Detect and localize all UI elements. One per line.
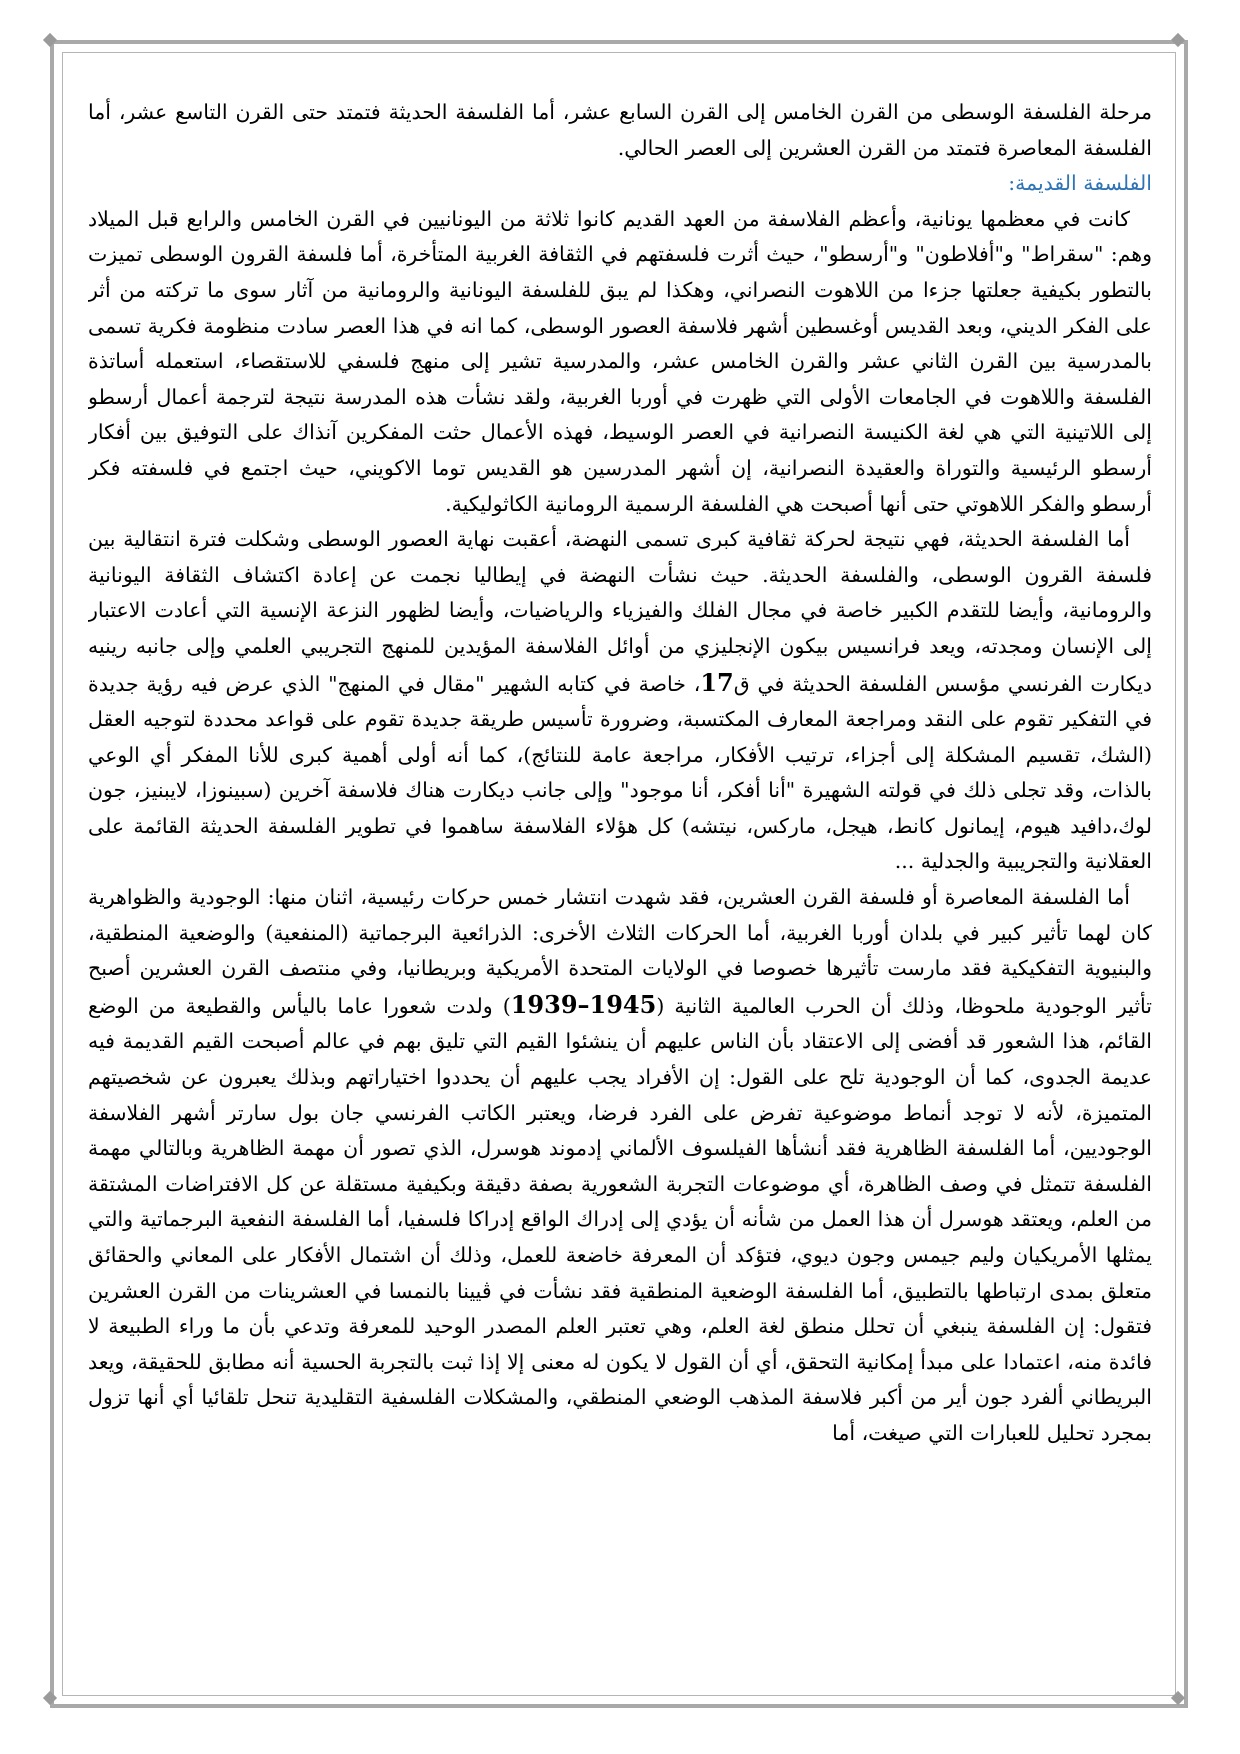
modern-philosophy-paragraph — [88, 522, 1152, 880]
contemporary-philosophy-paragraph — [88, 880, 1152, 1452]
war-years: 1939–1945 — [510, 989, 657, 1019]
modern-philosophy-text-part2: ، خاصة في كتابه الشهير "مقال في المنهج" الذي عرض فيه رؤية جديدة في التفكير تقوم على النقد ومراجعة المعارف المكتسبة، وضرورة تأسيس طريقة جديدة تقوم على قواعد محددة لتوجيه العقل (الشك، تقسيم المشكلة إلى أجزاء، ترتيب الأفكار، مراجعة عامة للنتائج)، كما أنه أولى أهمية كبرى للأنا المفكر أي الوعي بالذات، وقد تجلى ذلك في قولته الشهيرة "أنا أفكر، أنا موجود" وإلى جانب ديكارت هناك فلاسفة آخرين (سبينوزا، لايبنيز، جون لوك،دافيد هيوم، إيمانول كانط، هيجل، ماركس، نيتشه) كل هؤلاء الفلاسفة ساهموا في تطوير الفلسفة الحديثة القائمة على العقلانية والتجريبية والجدلية ... — [88, 671, 1152, 874]
contemporary-philosophy-text-part2: ) ولدت شعورا عاما باليأس والقطيعة من الوضع القائم، هذا الشعور قد أفضى إلى الاعتقاد بأن الناس عليهم أن ينشئوا القيم التي تليق بهم في عالم أصبحت القيم القديمة فيه عديمة الجدوى، كما أن الوجودية تلح على القول: إن الأفراد يجب عليهم أن يحددوا اختياراتهم وبذلك يعبرون عن شخصيتهم المتميزة، لأنه لا توجد أنماط موضوعية تفرض على الفرد فرضا، ويعتبر الكاتب الفرنسي جان بول سارتر أشهر الفلاسفة الوجوديين، أما الفلسفة الظاهرية فقد أنشأها الفيلسوف الألماني إدموند هوسرل، الذي تصور أن مهمة الظاهرية وبالتالي مهمة الفلسفة تتمثل في وصف الظاهرة، أي موضوعات التجربة الشعورية بصفة دقيقة وبكيفية مستقلة عن كل الافتراضات المشتقة من العلم، ويعتقد هوسرل أن هذا العمل من شأنه أن يؤدي إلى إدراك الواقع إدراكا فلسفيا، أما الفلسفة النفعية البرجماتية والتي يمثلها الأمريكيان وليم جيمس وجون ديوي، فتؤكد أن المعرفة خاضعة للعمل، وذلك أن اشتمال الأفكار على المعاني والحقائق متعلق بمدى ارتباطها بالتطبيق، أما الفلسفة الوضعية المنطقية فقد نشأت في ڤيينا بالنمسا في العشرينات من القرن العشرين فتقول: إن الفلسفة ينبغي أن تحلل منطق لغة العلم، وهي تعتبر العلم المصدر الوحيد للمعرفة وتدعي بأن ما وراء الطبيعة لا فائدة منه، اعتمادا على مبدأ إمكانية التحقق، أي أن القول لا يكون له معنى إلا إذا ثبت بالتجربة الحسية أنه مطابق للحقيقة، ويعد البريطاني ألفرد جون أير من أكبر فلاسفة المذهب الوضعي المنطقي، والمشكلات الفلسفية التقليدية تنحل تلقائيا أي أنها تزول بمجرد تحليل للعبارات التي صيغت، أما — [88, 993, 1152, 1445]
ancient-philosophy-paragraph: كانت في معظمها يونانية، وأعظم الفلاسفة من العهد القديم كانوا ثلاثة من اليونانيين في القرن الخامس والرابع قبل الميلاد وهم: "سقراط" و"أفلاطون" و"أرسطو"، حيث أثرت فلسفتهم في الثقافة الغربية المتأخرة، أما فلسفة القرون الوسطى تميزت بالتطور بكيفية جعلتها جزءا من اللاهوت النصراني، وهكذا لم يبق للفلسفة اليونانية والرومانية من آثار سوى ما تركته من أثر على الفكر الديني، وبعد القديس أوغسطين أشهر فلاسفة العصور الوسطى، كما انه في هذا العصر سادت منظومة فكرية تسمى بالمدرسية بين القرن الثاني عشر والقرن الخامس عشر، والمدرسية تشير إلى منهج فلسفي للاستقصاء، استعمله أساتذة الفلسفة واللاهوت في الجامعات الأولى التي ظهرت في أوربا الغربية، ولقد نشأت هذه المدرسة نتيجة لترجمة أعمال أرسطو إلى اللاتينية التي هي لغة الكنيسة النصرانية في العصر الوسيط، فهذه الأعمال حثت المفكرين آنذاك على التوفيق بين أفكار أرسطو الرئيسية والتوراة والعقيدة النصرانية، إن أشهر المدرسين هو القديس توما الاكويني، حيث اجتمع في فلسفته فكر أرسطو والفكر اللاهوتي حتى أنها أصبحت هي الفلسفة الرسمية الرومانية الكاثوليكية. — [88, 206, 1152, 516]
intro-paragraph: مرحلة الفلسفة الوسطى من القرن الخامس إلى القرن السابع عشر، أما الفلسفة الحديثة فتمتد حتى القرن التاسع عشر، أما الفلسفة المعاصرة فتمتد من القرن العشرين إلى العصر الحالي. — [88, 100, 1152, 160]
section-heading-ancient-philosophy: الفلسفة القديمة: — [1008, 171, 1152, 196]
contemporary-philosophy-text-part1: أما الفلسفة المعاصرة أو فلسفة القرن العشرين، فقد شهدت انتشار خمس حركات رئيسية، اثنان منها: الوجودية والظواهرية كان لهما تأثير كبير في بلدان أوربا الغربية، أما الحركات الثلاث الأخرى: الذرائعية البرجماتية (المنفعية) والوضعية المنطقية، والبنيوية التفكيكية فقد مارست تأثيرها خصوصا في الولايات المتحدة الأمريكية وبريطانيا، وفي منتصف القرن العشرين أصبح تأثير الوجودية ملحوظا، وذلك أن الحرب العالمية الثانية ( — [88, 885, 1152, 1018]
document-body — [88, 95, 1152, 1685]
modern-philosophy-text-part1: أما الفلسفة الحديثة، فهي نتيجة لحركة ثقافية كبرى تسمى النهضة، أعقبت نهاية العصور الوسطى وشكلت فترة انتقالية بين فلسفة القرون الوسطى، والفلسفة الحديثة. حيث نشأت النهضة في إيطاليا نجمت عن إعادة اكتشاف الثقافة اليونانية والرومانية، وأيضا للتقدم الكبير خاصة في مجال الفلك والفيزياء والرياضيات، وأيضا لظهور النزعة الإنسية التي أعادت الاعتبار إلى الإنسان ومجدته، ويعد فرانسيس بيكون الإنجليزي من أوائل الفلاسفة المؤيدين للمنهج التجريبي العلمي وإلى جانبه رينيه ديكارت الفرنسي مؤسس الفلسفة الحديثة في ق — [88, 527, 1152, 696]
century-number: 17 — [700, 667, 734, 697]
